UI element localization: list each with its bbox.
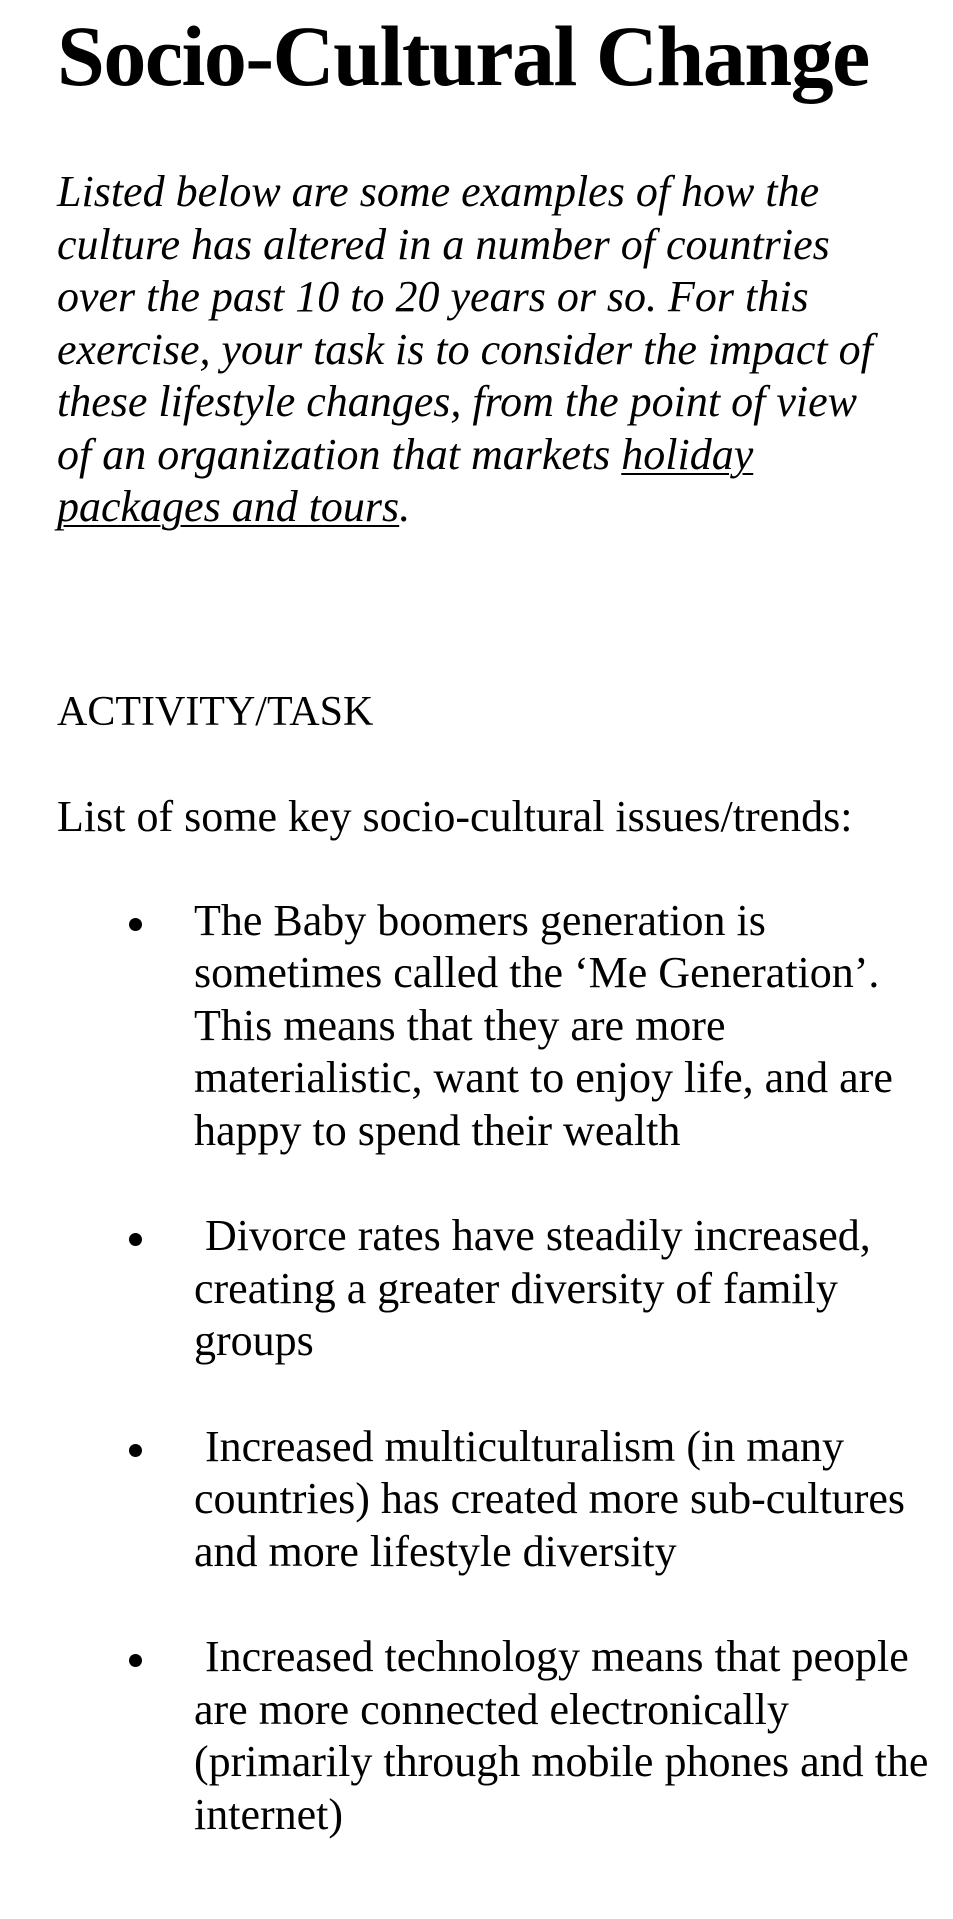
trend-list xyxy=(57,895,937,1842)
list-item xyxy=(57,895,953,1158)
list-item-text: The Baby boomers generation is sometimes called the ‘Me Generation’. This means that they are more materialistic, want to enjoy life, and are happy to spend their wealth xyxy=(194,895,893,1155)
intro-underlined-text: holiday packages and tours xyxy=(57,429,754,531)
list-item-text: Divorce rates have steadily increased, creating a greater diversity of family groups xyxy=(194,1211,871,1365)
intro-paragraph xyxy=(57,166,897,534)
list-item xyxy=(57,1421,953,1579)
list-item-text: Increased multiculturalism (in many countries) has created more sub-cultures and more lifestyle diversity xyxy=(194,1421,906,1576)
list-intro: List of some key socio-cultural issues/trends: xyxy=(57,791,853,841)
list-item-text: Increased technology means that people are more connected electronically (primarily through mobile phones and the internet) xyxy=(194,1632,929,1839)
bullet-icon xyxy=(129,918,142,931)
document-page xyxy=(57,0,937,1894)
list-item xyxy=(57,1631,953,1841)
section-heading: ACTIVITY/TASK xyxy=(57,688,374,735)
bullet-icon xyxy=(129,1444,142,1457)
list-item xyxy=(57,1210,953,1368)
bullet-icon xyxy=(129,1233,142,1246)
page-title: Socio-Cultural Change xyxy=(57,8,869,104)
intro-text: Listed below are some examples of how the culture has altered in a number of countries over the past 10 to 20 years or so. For this exercise, your task is to consider the impact of these lifestyle changes, from the point of view of an organization that markets xyxy=(57,167,873,479)
intro-text-end: . xyxy=(399,482,411,531)
bullet-icon xyxy=(129,1654,142,1667)
